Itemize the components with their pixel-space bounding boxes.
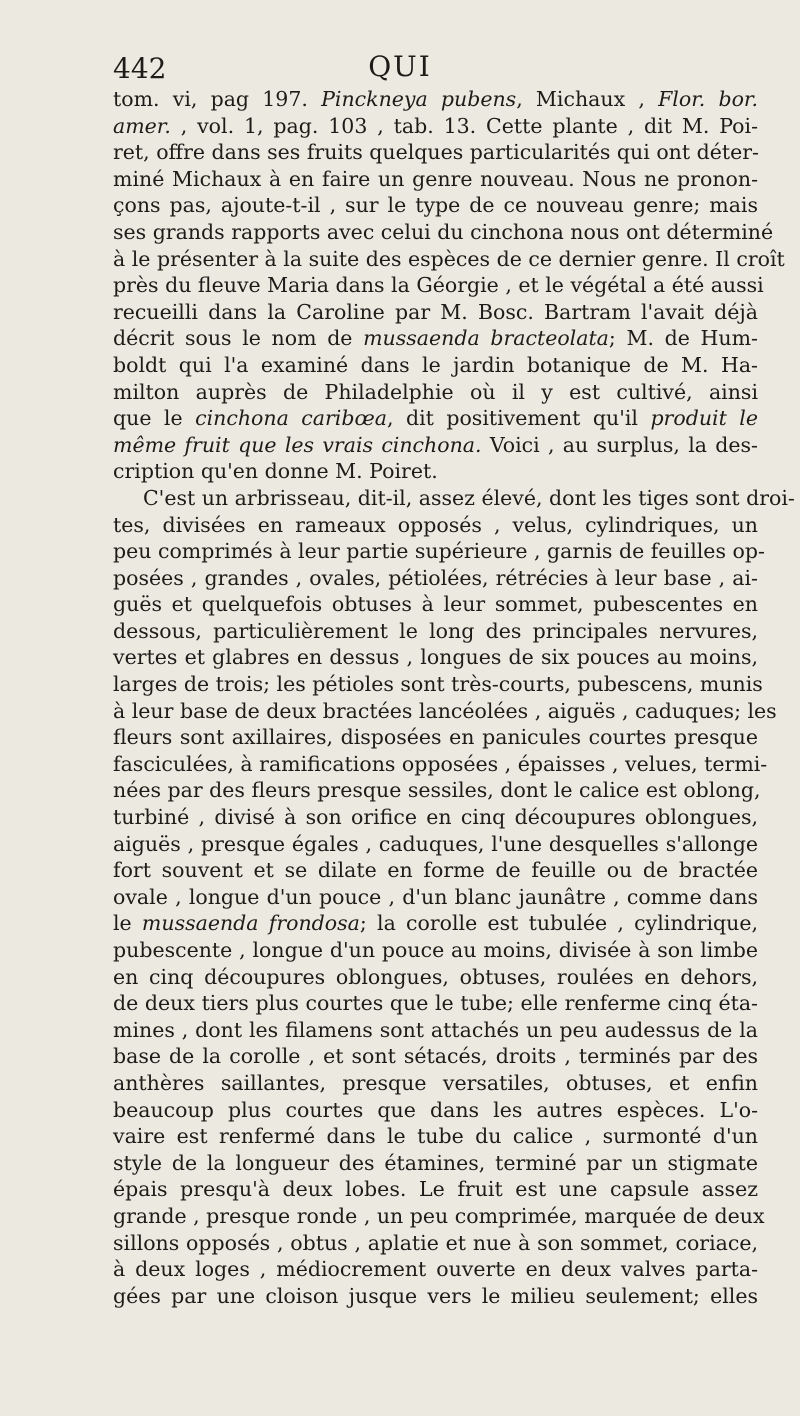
text-segment: en cinq découpures oblongues, obtuses, roulées en dehors,	[113, 964, 758, 989]
text-segment: à le présenter à la suite des espèces de ce dernier genre. Il croît	[113, 246, 785, 271]
text-segment: C'est un arbrisseau, dit-il, assez élevé, dont les tiges sont droi-	[143, 485, 795, 510]
text-segment: décrit sous le nom de	[113, 326, 364, 351]
text-line	[113, 325, 758, 352]
text-segment: ; M. de Hum-	[608, 326, 758, 351]
text-segment: beaucoup plus courtes que dans les autres espèces. L'o-	[113, 1097, 758, 1122]
text-segment: , dit positivement qu'il	[386, 406, 651, 431]
text-segment: épais presqu'à deux lobes. Le fruit est une capsule assez	[113, 1177, 758, 1202]
text-line	[113, 219, 774, 246]
text-segment: ses grands rapports avec celui du cinchona nous ont déterminé	[113, 219, 774, 244]
text-line	[113, 1017, 758, 1044]
page-number: 442	[113, 52, 167, 85]
italic-text: amer.	[113, 113, 171, 138]
text-line	[113, 964, 758, 991]
italic-text: produit le	[650, 406, 758, 431]
text-segment: çons pas, ajoute-t-il , sur le type de ce nouveau genre; mais	[113, 193, 758, 218]
text-line	[113, 1176, 758, 1203]
text-segment: milton auprès de Philadelphie où il y est cultivé, ainsi	[113, 379, 758, 404]
text-line	[113, 1043, 758, 1070]
text-segment: posées , grandes , ovales, pétiolées, rétrécies à leur base , ai-	[113, 565, 758, 590]
text-segment: gées par une cloison jusque vers le milieu seulement; elles	[113, 1283, 758, 1308]
text-line	[113, 192, 758, 219]
text-segment: grande , presque ronde , un peu comprimée, marquée de deux	[113, 1203, 765, 1228]
text-line	[113, 1070, 758, 1097]
text-segment: mines , dont les filamens sont attachés un peu audessus de la	[113, 1017, 758, 1042]
text-segment: recueilli dans la Caroline par M. Bosc. Bartram l'avait déjà	[113, 299, 758, 324]
text-line	[113, 751, 768, 778]
text-segment: fasciculées, à ramifications opposées , épaisses , velues, termi-	[113, 751, 768, 776]
text-segment: à deux loges , médiocrement ouverte en deux valves parta-	[113, 1257, 758, 1282]
text-segment: nées par des fleurs presque sessiles, dont le calice est oblong,	[113, 778, 761, 803]
text-line	[113, 272, 764, 299]
text-line	[113, 937, 758, 964]
text-line	[113, 698, 777, 725]
text-line	[113, 432, 758, 459]
text-line	[113, 458, 758, 485]
text-segment: Voici , au surplus, la des-	[481, 432, 758, 457]
text-segment: guës et quelquefois obtuses à leur sommet, pubescentes en	[113, 592, 758, 617]
text-line	[113, 166, 758, 193]
italic-text: même fruit que les vrais cinchona.	[113, 432, 482, 457]
text-segment: larges de trois; les pétioles sont très-courts, pubescens, munis	[113, 672, 763, 697]
text-segment: que le	[113, 406, 196, 431]
text-segment: , Michaux ,	[516, 87, 659, 111]
text-segment: vaire est renfermé dans le tube du calice , surmonté d'un	[113, 1124, 758, 1149]
italic-text: mussaenda bracteolata	[363, 326, 609, 351]
text-line	[113, 139, 758, 166]
text-segment: à leur base de deux bractées lancéolées , aiguës , caduques; les	[113, 698, 777, 723]
text-line	[113, 1256, 758, 1283]
text-segment: miné Michaux à en faire un genre nouveau. Nous ne pronon-	[113, 166, 758, 191]
text-line	[113, 405, 758, 432]
text-segment: tes, divisées en rameaux opposés , velus, cylindriques, un	[113, 512, 758, 537]
text-segment: de deux tiers plus courtes que le tube; elle renferme cinq éta-	[113, 991, 758, 1016]
text-line	[113, 724, 758, 751]
text-line	[113, 352, 758, 379]
text-segment: ret, offre dans ses fruits quelques particularités qui ont déter-	[113, 140, 759, 165]
text-line	[113, 1230, 758, 1257]
body-text	[113, 86, 795, 1309]
text-line	[113, 299, 758, 326]
text-line	[113, 857, 758, 884]
text-line	[113, 804, 758, 831]
text-segment: anthères saillantes, presque versatiles, obtuses, et enfin	[113, 1070, 758, 1095]
text-line	[113, 990, 758, 1017]
text-line	[113, 1150, 758, 1177]
text-line	[113, 777, 761, 804]
text-line	[113, 565, 758, 592]
text-line	[113, 512, 758, 539]
text-segment: cription qu'en donne M. Poiret.	[113, 459, 438, 484]
text-line	[113, 113, 758, 140]
running-head: QUI	[368, 50, 432, 83]
italic-text: Flor. bor.	[658, 87, 758, 111]
text-line	[113, 1283, 758, 1310]
text-line	[113, 379, 758, 406]
text-segment: fleurs sont axillaires, disposées en panicules courtes presque	[113, 725, 758, 750]
text-line	[113, 910, 758, 937]
text-segment: boldt qui l'a examiné dans le jardin botanique de M. Ha-	[113, 352, 758, 377]
text-line	[113, 591, 758, 618]
text-segment: fort souvent et se dilate en forme de feuille ou de bractée	[113, 858, 758, 883]
text-segment: , vol. 1, pag. 103 , tab. 13. Cette plante , dit M. Poi-	[170, 113, 758, 138]
text-segment: base de la corolle , et sont sétacés, droits , terminés par des	[113, 1044, 758, 1069]
text-line	[113, 884, 758, 911]
text-line	[113, 485, 795, 512]
text-segment: peu comprimés à leur partie supérieure , garnis de feuilles op-	[113, 539, 765, 564]
text-line	[113, 1203, 765, 1230]
text-line	[113, 1097, 758, 1124]
text-segment: sillons opposés , obtus , aplatie et nue à son sommet, coriace,	[113, 1230, 758, 1255]
text-segment: dessous, particulièrement le long des principales nervures,	[113, 618, 758, 643]
text-line	[113, 618, 758, 645]
text-line	[113, 246, 785, 273]
text-segment: tom. vi, pag 197.	[113, 87, 322, 111]
text-segment: style de la longueur des étamines, terminé par un stigmate	[113, 1150, 758, 1175]
text-line	[113, 1123, 758, 1150]
text-line	[113, 644, 758, 671]
italic-text: cinchona caribœa	[195, 406, 387, 431]
text-segment: le	[113, 911, 142, 936]
text-segment: aiguës , presque égales , caduques, l'une desquelles s'allonge	[113, 831, 758, 856]
text-segment: ; la corolle est tubulée , cylindrique,	[359, 911, 758, 936]
italic-text: Pinckneya pubens	[321, 87, 517, 111]
text-segment: pubescente , longue d'un pouce au moins, divisée à son limbe	[113, 938, 758, 962]
text-segment: turbiné , divisé à son orifice en cinq découpures oblongues,	[113, 805, 758, 830]
text-segment: près du fleuve Maria dans la Géorgie , et le végétal a été aussi	[113, 273, 764, 298]
text-segment: vertes et glabres en dessus , longues de six pouces au moins,	[113, 645, 758, 670]
text-line	[113, 86, 758, 113]
italic-text: mussaenda frondosa	[141, 911, 360, 936]
text-line	[113, 538, 765, 565]
text-segment: ovale , longue d'un pouce , d'un blanc jaunâtre , comme dans	[113, 884, 758, 909]
text-line	[113, 831, 758, 858]
text-line	[113, 671, 763, 698]
page-header	[0, 48, 800, 88]
